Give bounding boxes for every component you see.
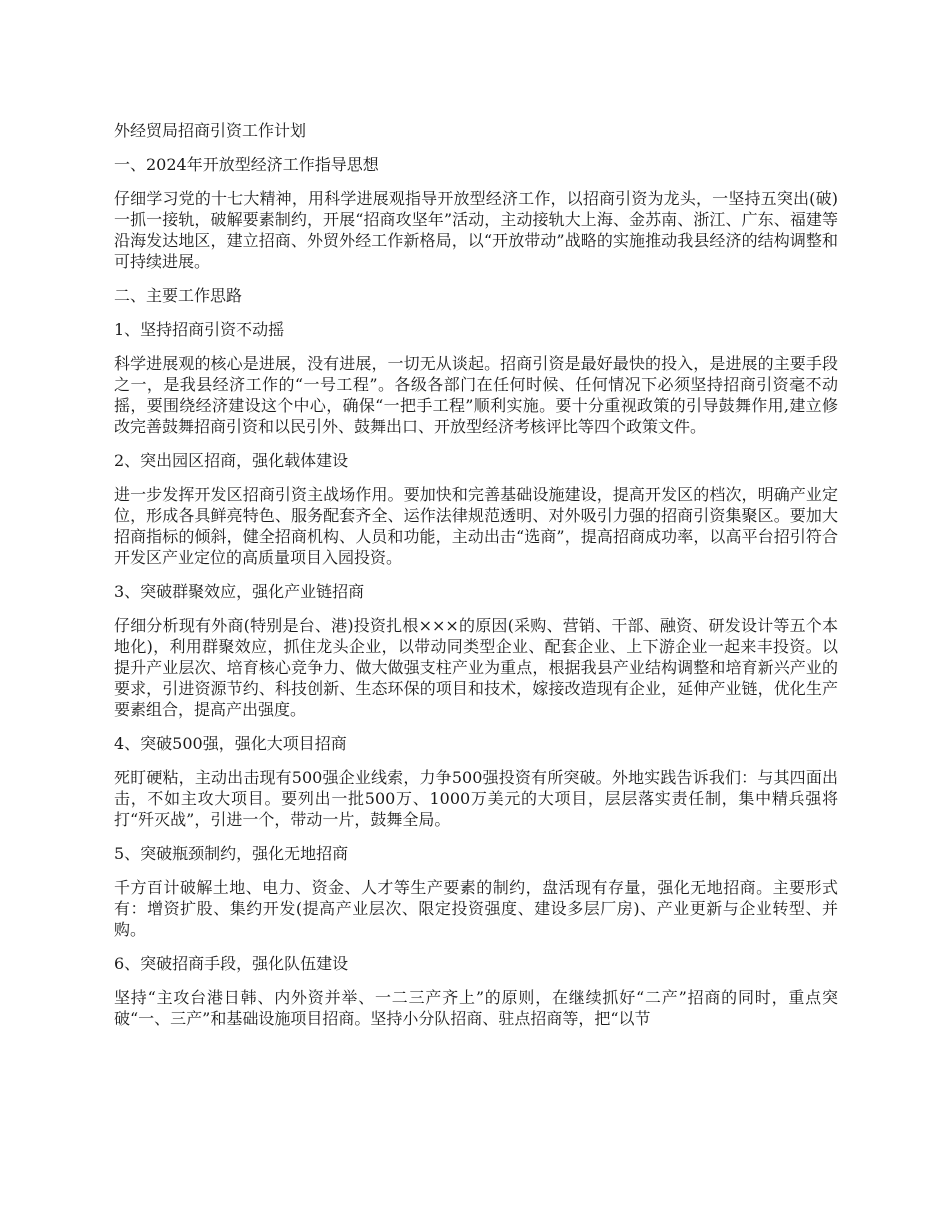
item4-heading: 4、突破500强，强化大项目招商 [114,734,347,753]
item1-heading: 1、坚持招商引资不动摇 [114,320,285,339]
item2-heading: 2、突出园区招商，强化载体建设 [114,451,349,470]
item4-paragraph: 死盯硬粘，主动出击现有500强企业线索，力争500强投资有所突破。外地实践告诉我们：与其四面出击，不如主攻大项目。要列出一批500万、1000万美元的大项目，层层落实责任制，集中精兵强将打“歼灭战”，引进一个，带动一片，鼓舞全局。 [114,768,838,829]
section2-heading: 二、主要工作思路 [114,286,243,305]
item3-heading: 3、突破群聚效应，强化产业链招商 [114,582,365,601]
item5-heading: 5、突破瓶颈制约，强化无地招商 [114,844,349,863]
item1-paragraph: 科学进展观的核心是进展，没有进展，一切无从谈起。招商引资是最好最快的投入，是进展的主要手段之一，是我县经济工作的“一号工程”。各级各部门在任何时候、任何情况下必须坚持招商引资毫不动摇，要围绕经济建设这个中心，确保“一把手工程”顺利实施。要十分重视政策的引导鼓舞作用,建立修改完善鼓舞招商引资和以民引外、鼓舞出口、开放型经济考核评比等四个政策文件。 [114,354,838,436]
section1-paragraph: 仔细学习党的十七大精神，用科学进展观指导开放型经济工作，以招商引资为龙头，一坚持五突出(破)一抓一接轨，破解要素制约，开展“招商攻坚年”活动，主动接轨大上海、金苏南、浙江、广东、福建等沿海发达地区，建立招商、外贸外经工作新格局，以“开放带动”战略的实施推动我县经济的结构调整和可持续进展。 [114,189,838,271]
document-page [114,120,838,1042]
item6-paragraph: 坚持“主攻台港日韩、内外资并举、一二三产齐上”的原则，在继续抓好“二产”招商的同时，重点突破“一、三产”和基础设施项目招商。坚持小分队招商、驻点招商等，把“以节 [114,988,838,1028]
item6-heading: 6、突破招商手段，强化队伍建设 [114,954,349,973]
item2-paragraph: 进一步发挥开发区招商引资主战场作用。要加快和完善基础设施建设，提高开发区的档次，明确产业定位，形成各具鲜亮特色、服务配套齐全、运作法律规范透明、对外吸引力强的招商引资集聚区。要加大招商指标的倾斜，健全招商机构、人员和功能，主动出击“选商”，提高招商成功率，以高平台招引符合开发区产业定位的高质量项目入园投资。 [114,485,838,567]
section1-heading: 一、2024年开放型经济工作指导思想 [114,155,379,174]
item5-paragraph: 千方百计破解土地、电力、资金、人才等生产要素的制约，盘活现有存量，强化无地招商。主要形式有：增资扩股、集约开发(提高产业层次、限定投资强度、建设多层厂房)、产业更新与企业转型、并购。 [114,878,838,939]
item3-paragraph: 仔细分析现有外商(特别是台、港)投资扎根×××的原因(采购、营销、干部、融资、研发设计等五个本地化)，利用群聚效应，抓住龙头企业，以带动同类型企业、配套企业、上下游企业一起来丰投资。以提升产业层次、培育核心竞争力、做大做强支柱产业为重点，根据我县产业结构调整和培育新兴产业的要求，引进资源节约、科技创新、生态环保的项目和技术，嫁接改造现有企业，延伸产业链，优化生产要素组合，提高产出强度。 [114,616,838,719]
document-title: 外经贸局招商引资工作计划 [114,121,307,140]
